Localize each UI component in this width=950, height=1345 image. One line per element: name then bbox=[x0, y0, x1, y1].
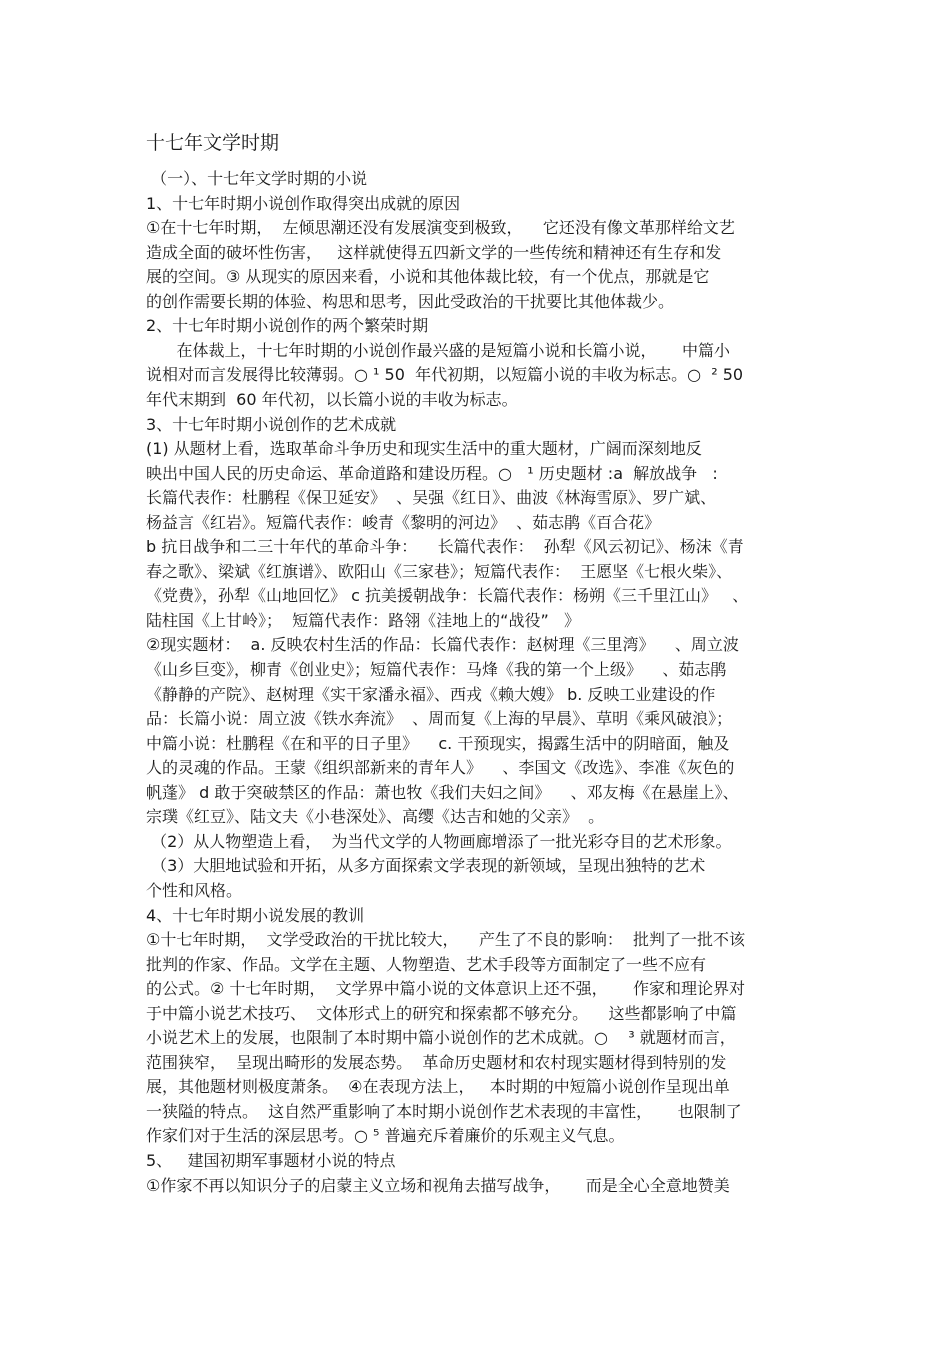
text-line: 造成全面的破坏性伤害， 这样就使得五四新文学的一些传统和精神还有生存和发 bbox=[146, 242, 722, 262]
document-title: 十七年文学时期 bbox=[146, 132, 280, 154]
text-line: b 抗日战争和二三十年代的革命斗争： 长篇代表作： 孙犁《风云初记》、杨沫《青 bbox=[146, 537, 744, 557]
text-line: ②现实题材： a. 反映农村生活的作品：长篇代表作：赵树理《三里湾》 、周立波 bbox=[146, 635, 739, 655]
text-line: 年代末期到 60 年代初，以长篇小说的丰收为标志。 bbox=[146, 389, 518, 409]
text-line: 《静静的产院》、赵树理《实干家潘永福》、西戎《赖大嫂》 b. 反映工业建设的作 bbox=[146, 684, 716, 704]
text-line: 4、十七年时期小说发展的教训 bbox=[146, 905, 365, 925]
text-line: 批判的作家、作品。文学在主题、人物塑造、艺术手段等方面制定了一些不应有 bbox=[146, 954, 707, 974]
text-line: 帆蓬》 d 敢于突破禁区的作品：萧也牧《我们夫妇之间》 、邓友梅《在悬崖上》、 bbox=[146, 782, 739, 802]
text-line: 的公式。② 十七年时期， 文学界中篇小说的文体意识上还不强， 作家和理论界对 bbox=[146, 979, 746, 999]
text-line: 小说艺术上的发展，也限制了本时期中篇小说创作的艺术成就。○ ³ 就题材而言， bbox=[146, 1028, 736, 1048]
text-line: 作家们对于生活的深层思考。○ ⁵ 普遍充斥着廉价的乐观主义气息。 bbox=[146, 1126, 625, 1146]
text-line: （2）从人物塑造上看， 为当代文学的人物画廊增添了一批光彩夺目的艺术形象。 bbox=[146, 831, 732, 851]
text-line: 展的空间。③ 从现实的原因来看，小说和其他体裁比较，有一个优点，那就是它 bbox=[146, 267, 710, 287]
text-line: 展，其他题材则极度萧条。 ④在表现方法上， 本时期的中短篇小说创作呈现出单 bbox=[146, 1077, 730, 1097]
text-line: 范围狭窄， 呈现出畸形的发展态势。 革命历史题材和农村现实题材得到特别的发 bbox=[146, 1052, 727, 1072]
text-line: 一狭隘的特点。 这自然严重影响了本时期小说创作艺术表现的丰富性， 也限制了 bbox=[146, 1101, 742, 1121]
text-line: ①十七年时期， 文学受政治的干扰比较大， 产生了不良的影响： 批判了一批不该 bbox=[146, 930, 746, 950]
text-line: 杨益言《红岩》。短篇代表作：峻青《黎明的河边》 、茹志鹃《百合花》 bbox=[146, 512, 661, 532]
text-line: 于中篇小说艺术技巧、 文体形式上的研究和探索都不够充分。 这些都影响了中篇 bbox=[146, 1003, 737, 1023]
text-line: 1、十七年时期小说创作取得突出成就的原因 bbox=[146, 193, 461, 213]
text-line: 5、 建国初期军事题材小说的特点 bbox=[146, 1151, 396, 1170]
text-line: 宗璞《红豆》、陆文夫《小巷深处》、高缨《达吉和她的父亲》 。 bbox=[146, 807, 605, 827]
text-line: 映出中国人民的历史命运、革命道路和建设历程。○ ¹ 历史题材 :a 解放战争 : bbox=[146, 463, 718, 483]
text-line: 在体裁上，十七年时期的小说创作最兴盛的是短篇小说和长篇小说， 中篇小 bbox=[146, 340, 730, 360]
text-line: 3、十七年时期小说创作的艺术成就 bbox=[146, 414, 397, 434]
text-line: 人的灵魂的作品。王蒙《组织部新来的青年人》 、李国文《改选》、李准《灰色的 bbox=[146, 758, 735, 778]
text-line: 《党费》，孙犁《山地回忆》 c 抗美援朝战争：长篇代表作：杨朔《三千里江山》 、 bbox=[146, 586, 749, 606]
text-line: （一）、十七年文学时期的小说 bbox=[146, 169, 368, 188]
text-line: (1) 从题材上看，选取革命斗争历史和现实生活中的重大题材，广阔而深刻地反 bbox=[146, 439, 702, 459]
text-line: 说相对而言发展得比较薄弱。○ ¹ 50 年代初期，以短篇小说的丰收为标志。○ ² 50 bbox=[146, 365, 744, 385]
text-line: ①在十七年时期， 左倾思潮还没有发展演变到极致， 它还没有像文革那样给文艺 bbox=[146, 218, 735, 238]
text-line: 陆柱国《上甘岭》； 短篇代表作：路翎《洼地上的“战役” 》 bbox=[146, 610, 581, 630]
text-line: 中篇小说：杜鹏程《在和平的日子里》 c. 干预现实，揭露生活中的阴暗面，触及 bbox=[146, 733, 730, 753]
text-line: 春之歌》、梁斌《红旗谱》、欧阳山《三家巷》；短篇代表作： 王愿坚《七根火柴》、 bbox=[146, 561, 733, 581]
text-line: （3）大胆地试验和开拓，从多方面探索文学表现的新领域，呈现出独特的艺术 bbox=[146, 856, 706, 876]
text-line: 《山乡巨变》，柳青《创业史》；短篇代表作：马烽《我的第一个上级》 、茹志鹃 bbox=[146, 660, 727, 679]
text-line: 2、十七年时期小说创作的两个繁荣时期 bbox=[146, 316, 429, 336]
text-line: 品：长篇小说：周立波《铁水奔流》 、周而复《上海的早晨》、草明《乘风破浪》； bbox=[146, 709, 733, 729]
text-line: ①作家不再以知识分子的启蒙主义立场和视角去描写战争， 而是全心全意地赞美 bbox=[146, 1175, 730, 1195]
text-line: 长篇代表作：杜鹏程《保卫延安》 、吴强《红日》、曲波《林海雪原》、罗广斌、 bbox=[146, 488, 717, 508]
text-line: 个性和风格。 bbox=[146, 880, 243, 900]
text-line: 的创作需要长期的体验、构思和思考，因此受政治的干扰要比其他体裁少。 bbox=[146, 291, 675, 311]
